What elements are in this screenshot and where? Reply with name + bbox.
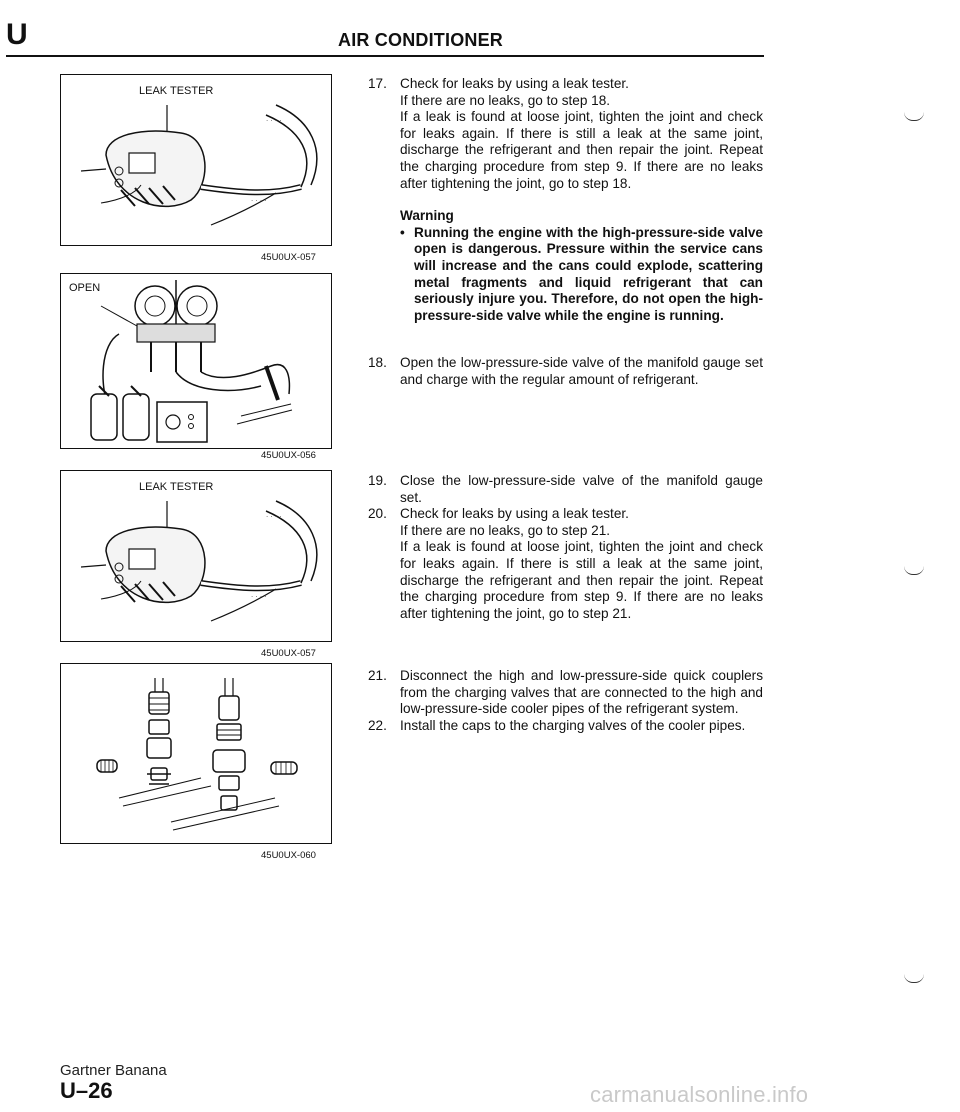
step-block-21-22: [368, 668, 763, 734]
step-number: 19.: [368, 473, 387, 488]
step-19: [368, 473, 763, 506]
figure-code: 45U0UX-060: [261, 850, 316, 861]
step-line: Check for leaks by using a leak tester.: [400, 506, 629, 522]
svg-text:· · · ·: · · · ·: [251, 593, 267, 601]
figure-code: 45U0UX-057: [261, 252, 316, 263]
step-22: [368, 718, 763, 735]
step-21: [368, 668, 763, 718]
section-letter: U: [6, 18, 28, 51]
margin-mark: [904, 566, 924, 575]
margin-mark: [904, 974, 924, 983]
figure-charging-valves: [60, 663, 332, 861]
step-20: [368, 506, 763, 622]
step-number: 21.: [368, 668, 387, 683]
figure-label: LEAK TESTER: [139, 481, 214, 493]
manifold-gauge-illustration: [61, 274, 330, 447]
step-line: Check for leaks by using a leak tester.: [400, 76, 629, 91]
margin-mark: [904, 112, 924, 121]
step-number: 20.: [368, 506, 387, 522]
step-number: 18.: [368, 355, 387, 370]
step-line: Install the caps to the charging valves of the cooler pipes.: [400, 717, 746, 733]
watermark-text: Gartner Banana: [60, 1062, 167, 1079]
leak-tester-illustration: [61, 471, 330, 640]
figure-label: LEAK TESTER: [139, 85, 214, 97]
figure-code: 45U0UX-056: [261, 450, 316, 461]
step-18: [368, 355, 763, 388]
step-block-19-20: [368, 473, 763, 622]
site-watermark: carmanualsonline.info: [590, 1082, 809, 1107]
step-line: If a leak is found at loose joint, tighten the joint and check for leaks again. If there is still a leak at the same joint, discharge the refrigerant and then repair the joint. Repeat the charging procedure from step 9. If there are no leaks after tightening the joint, go to step 21.: [400, 539, 763, 621]
figure-code: 45U0UX-057: [261, 648, 316, 659]
step-block-18: [368, 355, 763, 388]
step-17: [368, 76, 763, 324]
step-line: If a leak is found at loose joint, tighten the joint and check for leaks again. If there is still a leak at the same joint, discharge the refrigerant and then repair the joint. Repeat the charging procedure from step 9. If there are no leaks after tightening the joint, go to step 18.: [400, 109, 763, 191]
warning-item: [400, 225, 763, 325]
step-number: 22.: [368, 717, 387, 733]
page-title: AIR CONDITIONER: [338, 30, 503, 50]
figure-leak-tester-1: [60, 74, 332, 263]
step-line: Disconnect the high and low-pressure-side quick couplers from the charging valves that are connected to the high and low-pressure-side cooler pipes of the refrigerant system.: [400, 668, 763, 717]
page-number: U–26: [60, 1078, 113, 1103]
leak-tester-illustration: [61, 75, 330, 244]
step-line: If there are no leaks, go to step 18.: [400, 92, 611, 108]
warning-title: Warning: [400, 208, 454, 224]
figure-leak-tester-2: [60, 470, 332, 659]
step-number: 17.: [368, 76, 387, 91]
header-rule: [6, 55, 764, 57]
step-block-17: [368, 76, 763, 324]
svg-text:· · · ·: · · · ·: [266, 513, 282, 521]
svg-text:· · · ·: · · · ·: [266, 117, 282, 125]
svg-text:· · · ·: · · · ·: [251, 197, 267, 205]
warning-text: Running the engine with the high-pressure-side valve open is dangerous. Pressure within the service cans will increase and the cans could explode, scattering metal fragments and liquid refrigerant that can seriously injure you. Therefore, do not open the high-pressure-side valve while the engine is running.: [414, 224, 763, 323]
figure-manifold-gauge: [60, 273, 332, 461]
step-line: Close the low-pressure-side valve of the manifold gauge set.: [400, 473, 763, 505]
step-line: If there are no leaks, go to step 21.: [400, 522, 611, 538]
bullet-icon: •: [400, 224, 405, 240]
figure-label: OPEN: [69, 282, 101, 294]
step-line: Open the low-pressure-side valve of the manifold gauge set and charge with the regular amount of refrigerant.: [400, 355, 763, 387]
charging-valves-illustration: [61, 664, 330, 842]
